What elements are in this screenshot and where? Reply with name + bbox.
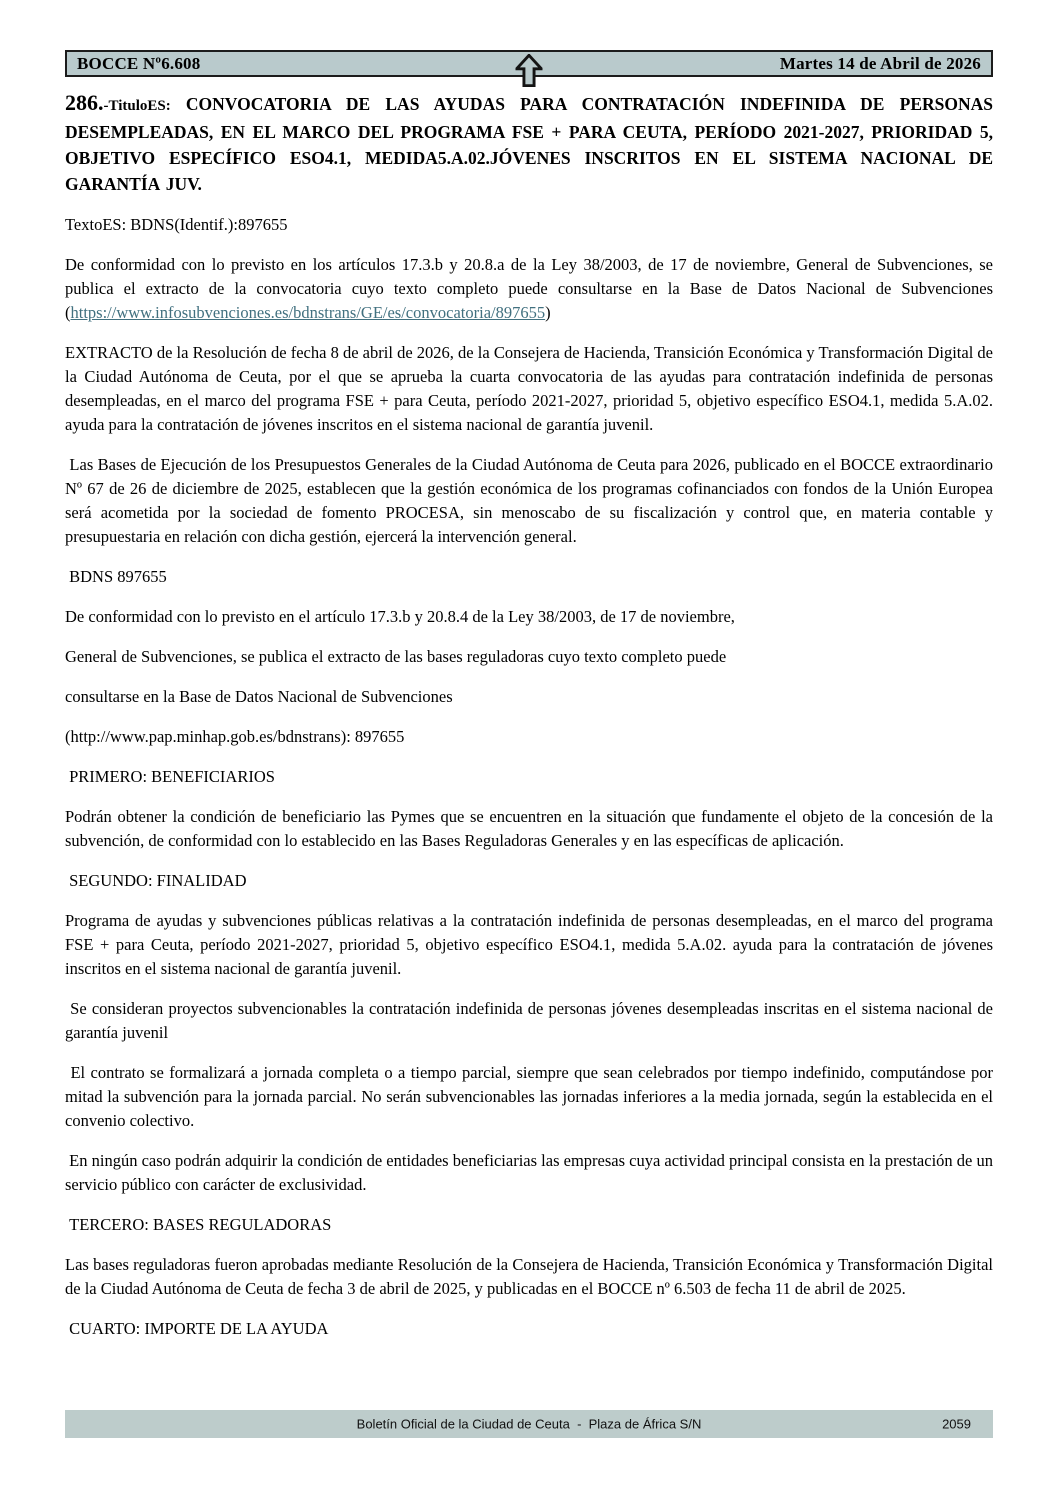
paragraph: PRIMERO: BENEFICIARIOS [65,767,275,786]
document-content [65,90,998,1357]
footer-bar [65,1410,993,1438]
item-number: 286. [65,90,104,115]
paragraph: Las Bases de Ejecución de los Presupuestos Generales de la Ciudad Autónoma de Ceuta para 2026, publicado en el BOCCE extraordinario Nº 67 de 26 de diciembre de 2025, establecen que la gestión económica de los programas cofinanciados con fondos de la Unión Europea será acometida por la sociedad de fomento PROCESA, sin menoscabo de su fiscalización y control que, en materia contable y presupuestaria en relación con dicha gestión, ejercerá la intervención general. [65,455,998,546]
paragraph: El contrato se formalizará a jornada completa o a tiempo parcial, siempre que sean celebrados por tiempo indefinido, computándose por mitad la subvención para la jornada parcial. No serán subvencionables las jornadas inferiores a la media jornada, según la establecida en el convenio colectivo. [65,1063,998,1130]
paragraph: En ningún caso podrán adquirir la condición de entidades beneficiarias las empresas cuya actividad principal consista en la prestación de un servicio público con carácter de exclusividad. [65,1151,998,1194]
paragraph: EXTRACTO de la Resolución de fecha 8 de abril de 2026, de la Consejera de Hacienda, Transición Económica y Transformación Digital de la Ciudad Autónoma de Ceuta, por el que se aprueba la cuarta convocatoria de las ayudas para contratación indefinida de personas desempleadas, en el marco del programa FSE + para Ceuta, período 2021-2027, prioridad 5, objetivo específico ESO4.1, medida 5.A.02. ayuda para la contratación de jóvenes inscritos en el sistema nacional de garantía juvenil. [65,343,998,434]
paragraph: SEGUNDO: FINALIDAD [65,871,247,890]
paragraph: CUARTO: IMPORTE DE LA AYUDA [65,1319,329,1338]
footer-page-number: 2059 [942,1416,971,1432]
paragraph: consultarse en la Base de Datos Nacional de Subvenciones [65,687,453,706]
paragraph: Las bases reguladoras fueron aprobadas mediante Resolución de la Consejera de Hacienda, Transición Económica y Transformación Digital de la Ciudad Autónoma de Ceuta de fecha 3 de abril de 2025, y publicadas en el BOCCE nº 6.503 de fecha 11 de abril de 2025. [65,1255,998,1298]
up-arrow-icon[interactable] [516,54,543,87]
title-text: CONVOCATORIA DE LAS AYUDAS PARA CONTRATACIÓN INDEFINIDA DE PERSONAS DESEMPLEADAS, EN EL MARCO DEL PROGRAMA FSE + PARA CEUTA, PERÍODO 2021-2027, PRIORIDAD 5, OBJETIVO ESPECÍFICO ESO4.1, MEDIDA5.A.02.JÓVENES INSCRITOS EN EL SISTEMA NACIONAL DE GARANTÍA JUV. [65,94,993,194]
footer-text: Boletín Oficial de la Ciudad de Ceuta - Plaza de África S/N [356,1416,702,1432]
title-label: -TituloES: [103,98,171,114]
bdns-link[interactable]: https://www.infosubvenciones.es/bdnstrans/GE/es/convocatoria/897655 [70,303,546,322]
paragraph: TextoES: BDNS(Identif.):897655 [65,215,288,234]
paragraph: (http://www.pap.minhap.gob.es/bdnstrans): 897655 [65,727,405,746]
paragraph: Podrán obtener la condición de beneficiario las Pymes que se encuentren en la situación que fundamente el objeto de la concesión de la subvención, de conformidad con lo establecido en las Bases Reguladoras Generales y en las específicas de aplicación. [65,807,998,850]
paragraph: Programa de ayudas y subvenciones públicas relativas a la contratación indefinida de personas desempleadas, en el marco del programa FSE + para Ceuta, período 2021-2027, prioridad 5, objetivo específico ESO4.1, medida 5.A.02. ayuda para la contratación de jóvenes inscritos en el sistema nacional de garantía juvenil. [65,911,998,978]
paragraph: De conformidad con lo previsto en el artículo 17.3.b y 20.8.4 de la Ley 38/2003, de 17 de noviembre, [65,607,735,626]
paragraph: TERCERO: BASES REGULADORAS [65,1215,332,1234]
header-date: Martes 14 de Abril de 2026 [779,53,981,73]
document-title [65,90,993,197]
paragraph: General de Subvenciones, se publica el extracto de las bases reguladoras cuyo texto completo puede [65,647,727,666]
paragraph: Se consideran proyectos subvencionables la contratación indefinida de personas jóvenes desempleadas inscritas en el sistema nacional de garantía juvenil [65,999,998,1042]
paragraph: De conformidad con lo previsto en los artículos 17.3.b y 20.8.a de la Ley 38/2003, de 17 de noviembre, General de Subvenciones, se publica el extracto de la convocatoria cuyo texto completo puede consultarse en la Base de Datos Nacional de Subvenciones (https://www.infosubvenciones.es/bdnstrans/GE/es/convocatoria/897655) [65,255,998,322]
header-bar [65,50,993,77]
paragraph: BDNS 897655 [65,567,167,586]
bocce-number: BOCCE Nº6.608 [77,53,201,73]
document-body [65,213,998,1341]
